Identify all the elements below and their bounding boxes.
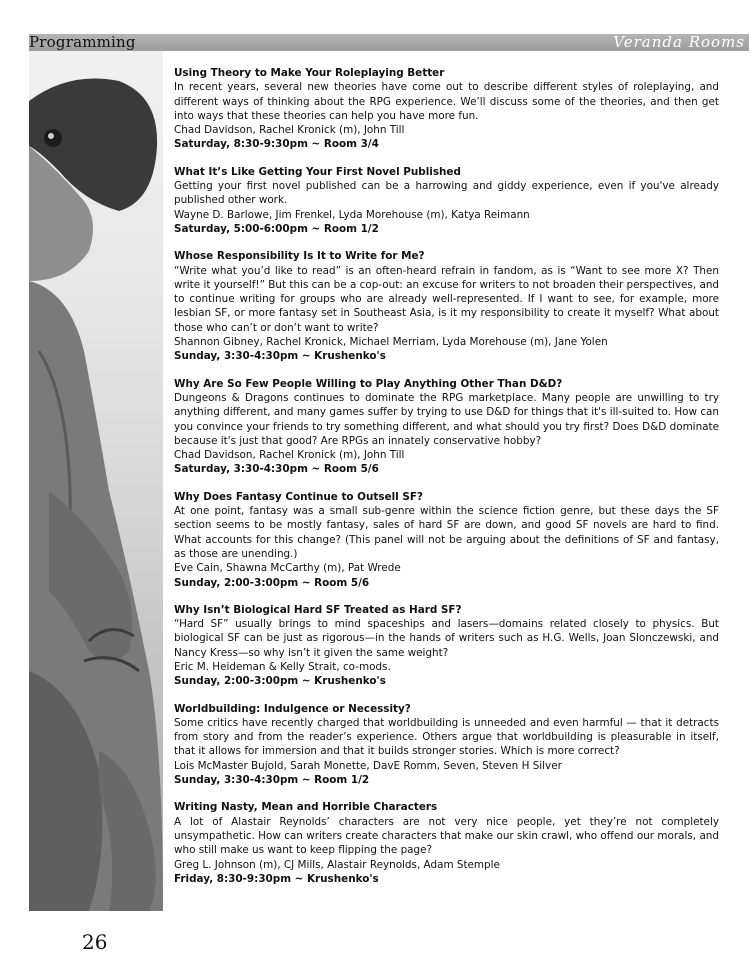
session-item: [174, 66, 719, 152]
session-panelists: Chad Davidson, Rachel Kronick (m), John Till: [174, 449, 405, 462]
session-item: [174, 249, 719, 363]
session-title: What It’s Like Getting Your First Novel Published: [174, 165, 461, 178]
location-title: Veranda Rooms: [613, 33, 745, 51]
session-time: Sunday, 2:00-3:00pm ~ Room 5/6: [174, 576, 370, 589]
session-description: Some critics have recently charged that worldbuilding is unneeded and even harmful — that it detracts from story and from the reader’s experience. Others argue that worldbuilding is pleasurable in itself, that it allows for immersion and that it builds stronger stories. Which is more correct?: [174, 716, 719, 758]
session-title: Why Are So Few People Willing to Play Anything Other Than D&D?: [174, 377, 563, 390]
session-description: In recent years, several new theories have come out to describe different styles of roleplaying, and different ways of thinking about the RPG experience. We’ll discuss some of the theories, and then get into ways that these theories can help you have more fun.: [174, 81, 719, 122]
page-number: 26: [82, 930, 108, 954]
session-description: A lot of Alastair Reynolds’ characters are not very nice people, yet they’re not completely unsympathetic. How can writers create characters that make our skin crawl, who offend our morals, and who still make us want to keep flipping the page?: [174, 815, 719, 857]
session-item: [174, 377, 719, 477]
session-time: Saturday, 8:30-9:30pm ~ Room 3/4: [174, 138, 379, 151]
session-panelists: Eve Cain, Shawna McCarthy (m), Pat Wrede: [174, 562, 401, 575]
session-title: Worldbuilding: Indulgence or Necessity?: [174, 702, 411, 715]
session-item: [174, 702, 719, 788]
session-item: [174, 800, 719, 886]
session-item: [174, 490, 719, 590]
session-panelists: Chad Davidson, Rachel Kronick (m), John Till: [174, 124, 405, 137]
session-title: Why Does Fantasy Continue to Outsell SF?: [174, 490, 423, 503]
session-time: Friday, 8:30-9:30pm ~ Krushenko's: [174, 872, 379, 885]
creature-illustration: [29, 51, 163, 911]
session-description: “Hard SF” usually brings to mind spaceships and lasers—domains related closely to physics. But biological SF can be just as rigorous—in the hands of writers such as H.G. Wells, Joan Slonczewski, and Nancy Kress—so why isn’t it given the same weight?: [174, 618, 719, 659]
session-description: At one point, fantasy was a small sub-genre within the science fiction genre, but these days the SF section seems to be mostly fantasy, sales of hard SF are down, and good SF novels are hard to find. What accounts for this change? (This panel will not be arguing about the definitions of SF and fantasy, as those are unending.): [174, 505, 719, 560]
section-title: Programming: [29, 33, 136, 51]
session-description: “Write what you’d like to read” is an often-heard refrain in fandom, as is “Want to see more X? Then write it yourself!” But this can be a cop-out: an excuse for writers to not broaden their perspectives, and to continue writing for groups who are already well-represented. If I want to see, for example, more lesbian SF, or more fantasy set in Southeast Asia, is it my responsibility to create it myself? What about those who can’t or don’t want to write?: [174, 264, 719, 334]
session-title: Why Isn’t Biological Hard SF Treated as Hard SF?: [174, 603, 462, 616]
session-time: Sunday, 3:30-4:30pm ~ Room 1/2: [174, 774, 370, 787]
session-description: Dungeons & Dragons continues to dominate the RPG marketplace. Many people are unwilling to try anything different, and many games suffer by trying to use D&D for things that it's ill-suited to. How can you convince your friends to try something different, and what should you try first? Does D&D dominate because it's just that good? Are RPGs an innately conservative hobby?: [174, 391, 719, 447]
session-title: Writing Nasty, Mean and Horrible Characters: [174, 801, 438, 814]
session-time: Saturday, 3:30-4:30pm ~ Room 5/6: [174, 463, 379, 476]
session-time: Sunday, 3:30-4:30pm ~ Krushenko's: [174, 350, 386, 363]
session-time: Saturday, 5:00-6:00pm ~ Room 1/2: [174, 222, 379, 235]
session-panelists: Eric M. Heideman & Kelly Strait, co-mods.: [174, 660, 391, 673]
session-panelists: Greg L. Johnson (m), CJ Mills, Alastair Reynolds, Adam Stemple: [174, 858, 500, 871]
session-panelists: Shannon Gibney, Rachel Kronick, Michael Merriam, Lyda Morehouse (m), Jane Yolen: [174, 336, 608, 349]
session-time: Sunday, 2:00-3:00pm ~ Krushenko's: [174, 675, 386, 688]
session-description: Getting your first novel published can be a harrowing and giddy experience, even if you've already published other work.: [174, 180, 719, 207]
section-header-bar: [29, 34, 749, 51]
session-item: [174, 603, 719, 689]
session-panelists: Lois McMaster Bujold, Sarah Monette, DavE Romm, Seven, Steven H Silver: [174, 759, 562, 772]
session-item: [174, 165, 719, 236]
session-title: Whose Responsibility Is It to Write for Me?: [174, 250, 425, 263]
program-listing: [174, 66, 719, 899]
session-title: Using Theory to Make Your Roleplaying Better: [174, 67, 445, 79]
session-panelists: Wayne D. Barlowe, Jim Frenkel, Lyda Morehouse (m), Katya Reimann: [174, 208, 530, 221]
